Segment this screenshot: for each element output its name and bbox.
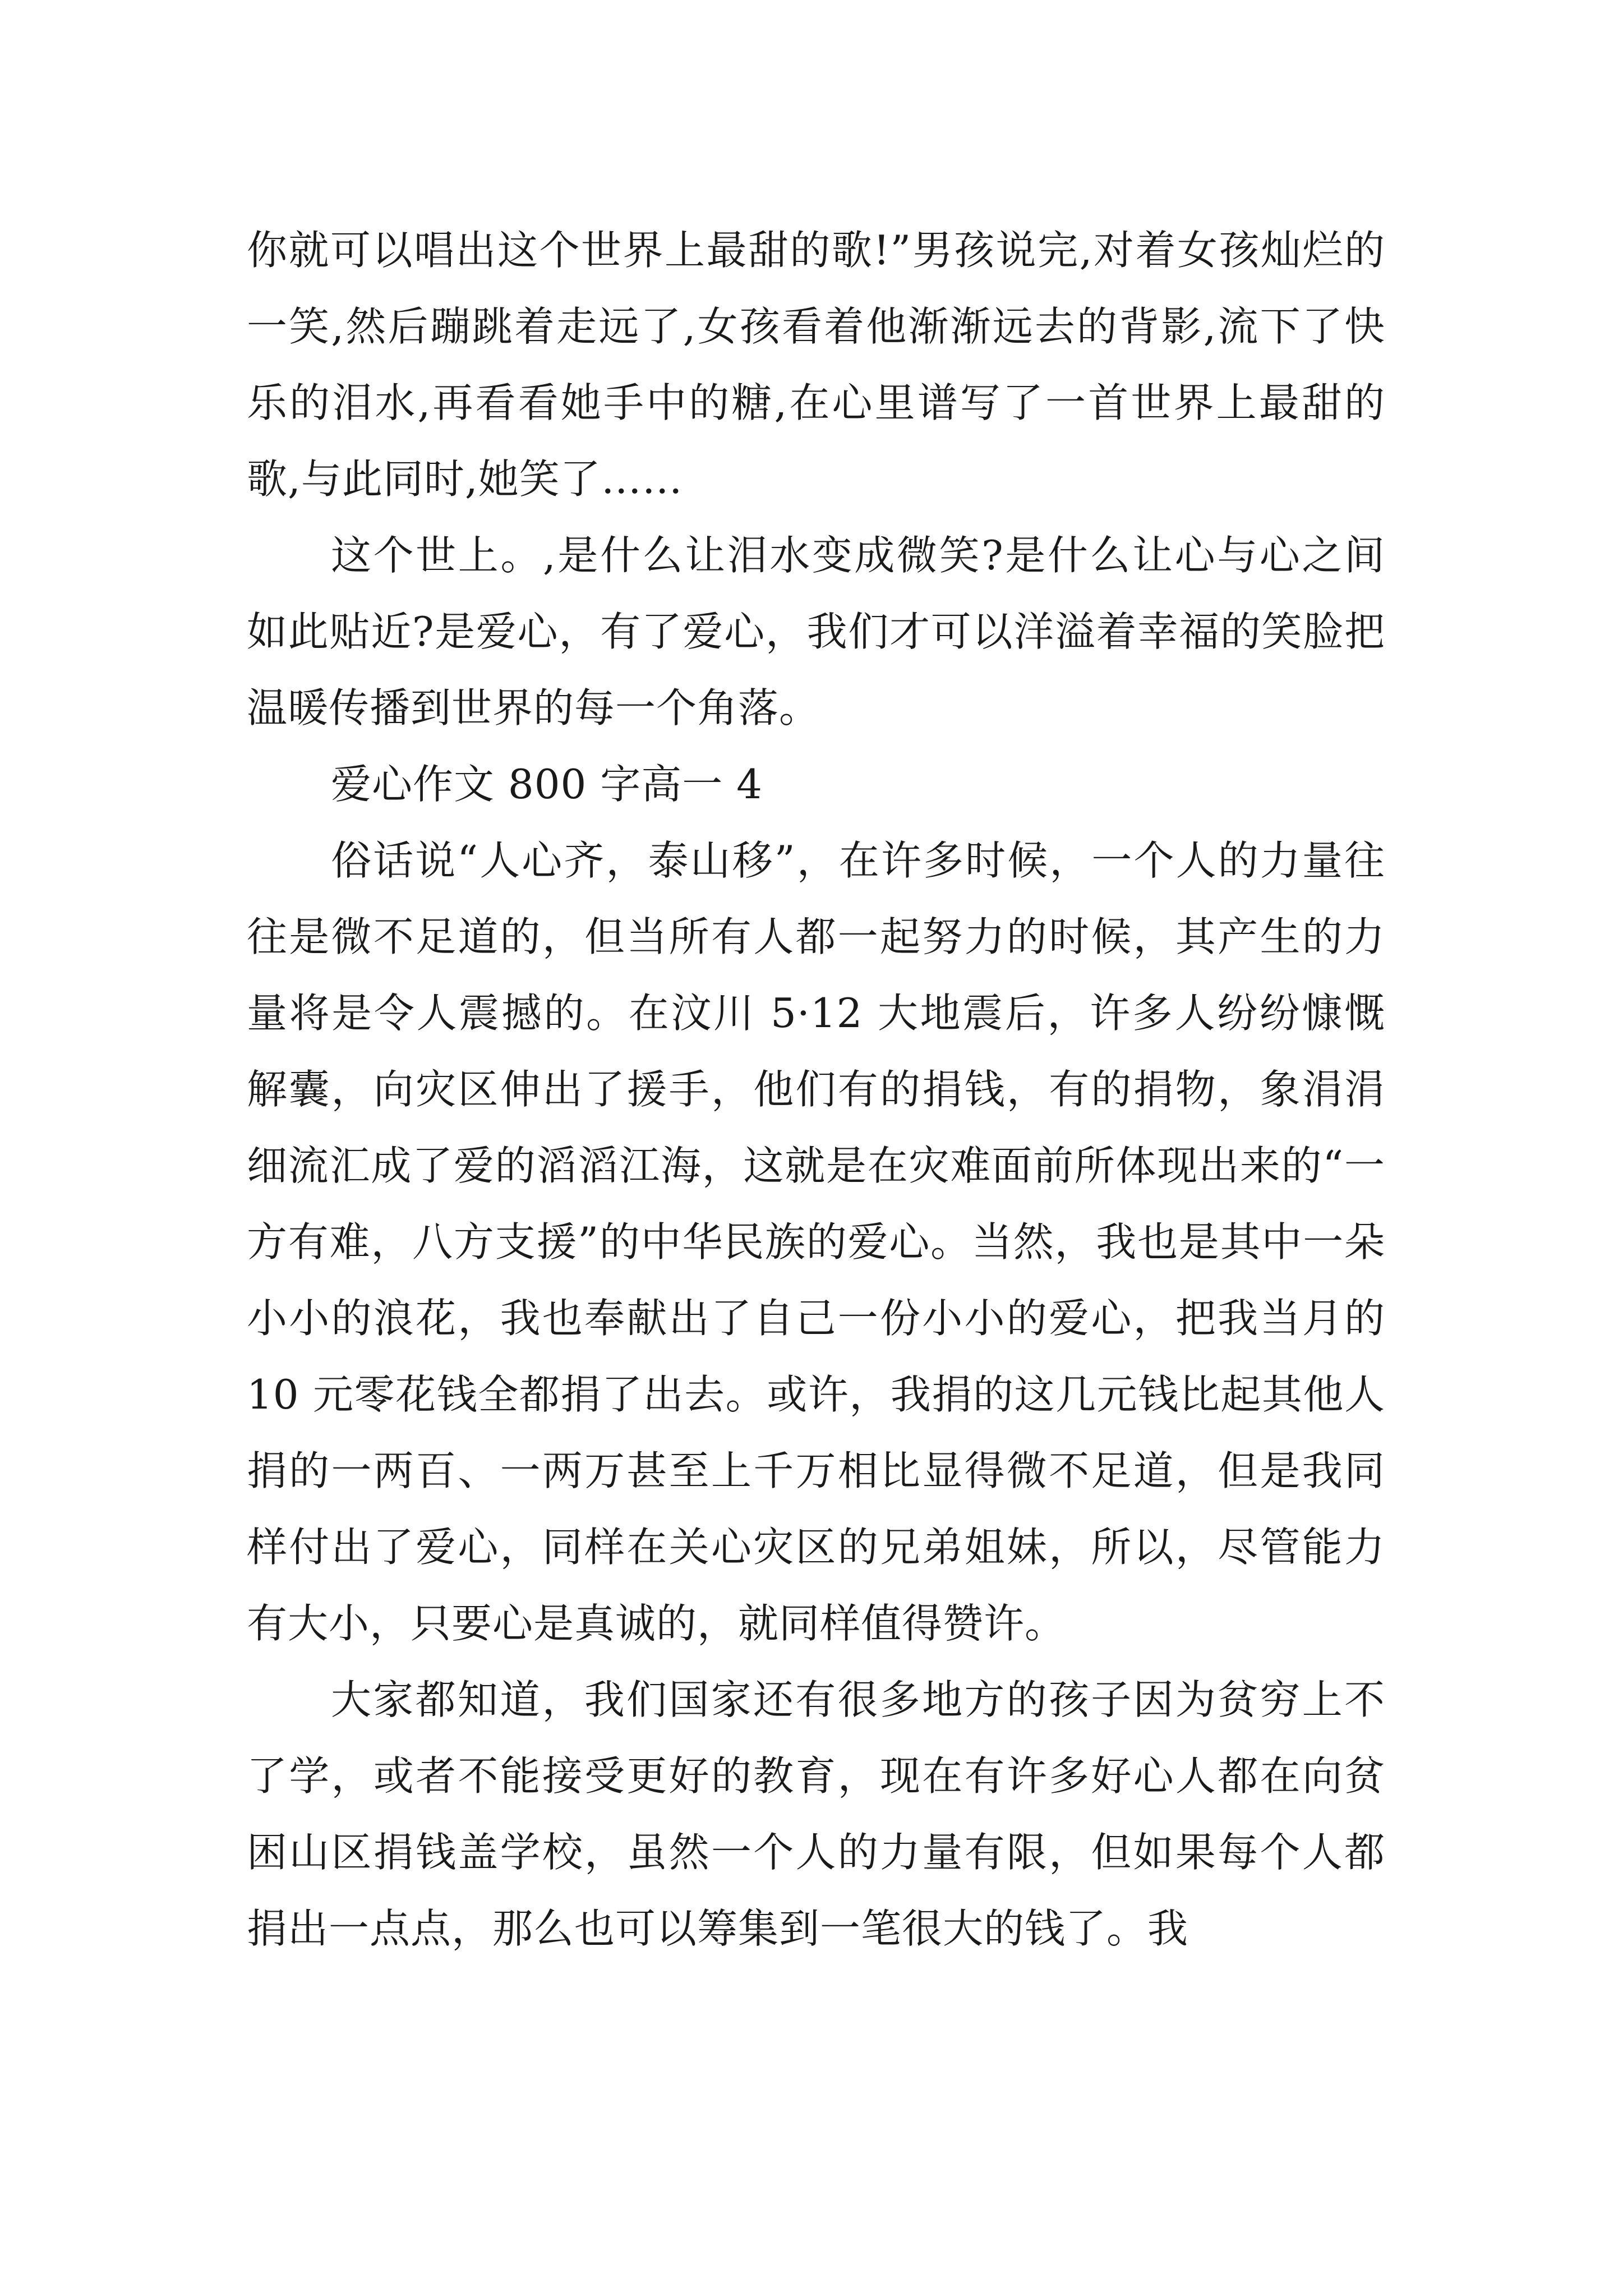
paragraph: 大家都知道，我们国家还有很多地方的孩子因为贫穷上不了学，或者不能接受更好的教育，现在有许多好心人都在向贫困山区捐钱盖学校，虽然一个人的力量有限，但如果每个人都捐出一点点，那么也可以筹集到一笔很大的钱了。我 (247, 1676, 1385, 1952)
paragraph-continuation: 你就可以唱出这个世界上最甜的歌!”男孩说完,对着女孩灿烂的一笑,然后蹦跳着走远了,女孩看着他渐渐远去的背影,流下了快乐的泪水,再看看她手中的糖,在心里谱写了一首世界上最甜的歌,与此同时,她笑了…… (247, 227, 1385, 503)
section-heading: 爱心作文 800 字高一 4 (331, 761, 763, 808)
paragraph: 俗话说“人心齐，泰山移”，在许多时候，一个人的力量往往是微不足道的，但当所有人都一起努力的时候，其产生的力量将是令人震撼的。在汶川 5·12 大地震后，许多人纷纷慷慨解囊，向灾区伸出了援手，他们有的捐钱，有的捐物，象涓涓细流汇成了爱的滔滔江海，这就是在灾难面前所体现出来的“一方有难，八方支援”的中华民族的爱心。当然，我也是其中一朵小小的浪花，我也奉献出了自己一份小小的爱心，把我当月的 10 元零花钱全都捐了出去。或许，我捐的这几元钱比起其他人捐的一两百、一两万甚至上千万相比显得微不足道，但是我同样付出了爱心，同样在关心灾区的兄弟姐妹，所以，尽管能力有大小，只要心是真诚的，就同样值得赞许。 (247, 837, 1385, 1647)
paragraph: 这个世上。,是什么让泪水变成微笑?是什么让心与心之间如此贴近?是爱心，有了爱心，我们才可以洋溢着幸福的笑脸把温暖传播到世界的每一个角落。 (247, 532, 1385, 731)
body-text (247, 212, 1385, 1967)
